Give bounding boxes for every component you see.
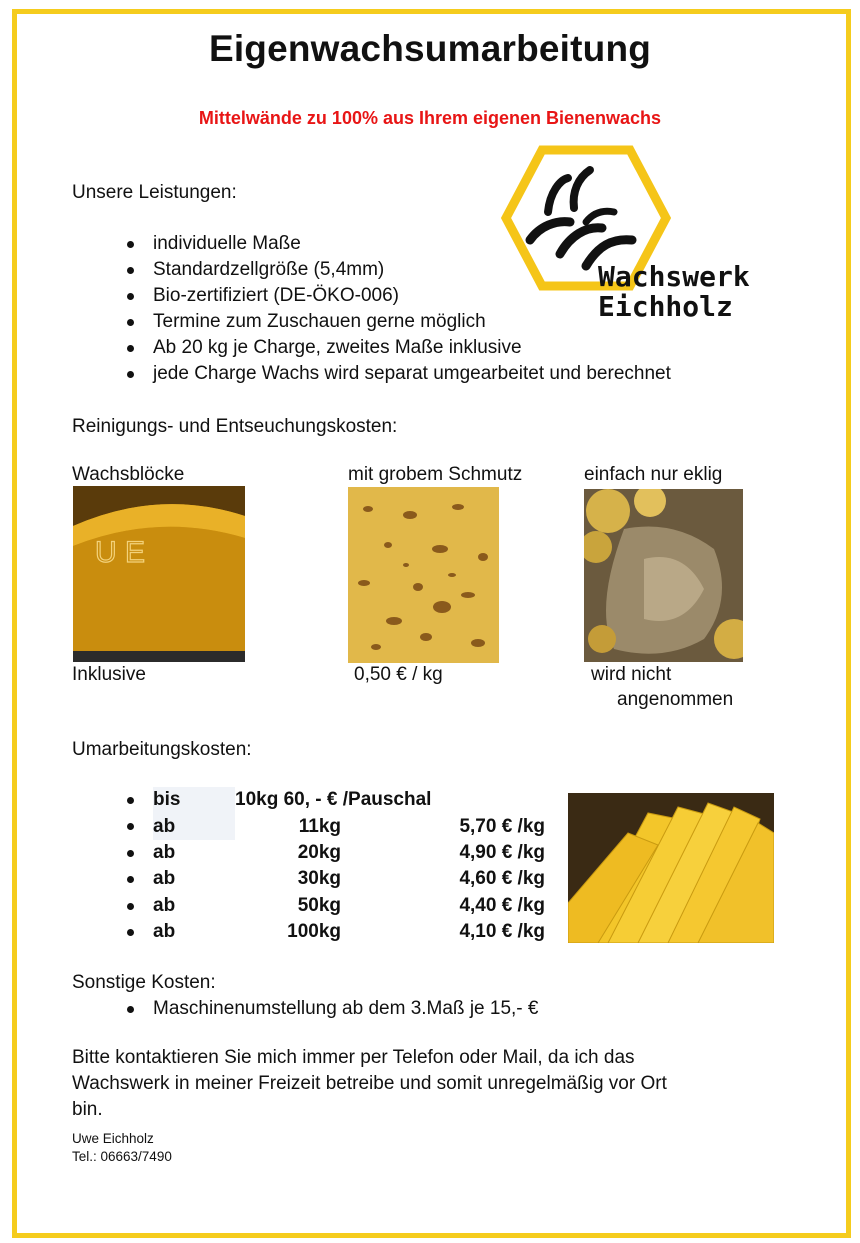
price-prefix: ab xyxy=(153,921,176,943)
processing-heading: Umarbeitungskosten: xyxy=(72,739,252,760)
table-row xyxy=(125,893,545,919)
cleaning-price-blocks: Inklusive xyxy=(72,664,146,685)
bullet-icon xyxy=(127,929,134,936)
list-item: individuelle Maße xyxy=(125,231,671,257)
price-amount: 50kg xyxy=(297,894,341,916)
price-value: 4,10 € /kg xyxy=(459,921,545,943)
cleaning-label-dirty: mit grobem Schmutz xyxy=(348,464,523,485)
bullet-cell xyxy=(125,866,153,892)
table-row xyxy=(125,787,545,813)
bullet-icon xyxy=(127,850,134,857)
other-heading: Sonstige Kosten: xyxy=(72,972,216,993)
page-title: Eigenwachsumarbeitung xyxy=(208,28,652,69)
price-amount: 20kg xyxy=(297,841,341,863)
price-amount: 10kg xyxy=(235,789,279,811)
foundation-sheets-photo xyxy=(568,793,774,943)
price-value: 4,40 € /kg xyxy=(459,894,545,916)
bullet-cell xyxy=(125,840,153,866)
list-item: Maschinenumstellung ab dem 3.Maß je 15,- € xyxy=(125,996,538,1022)
price-amount: 100kg xyxy=(287,921,341,943)
footer-phone: Tel.: 06663/7490 xyxy=(72,1149,172,1164)
list-item: Standardzellgröße (5,4mm) xyxy=(125,257,671,283)
price-value: 4,60 € /kg xyxy=(459,868,545,890)
bullet-cell xyxy=(125,919,153,945)
price-amount-and-value xyxy=(235,787,545,813)
bullet-icon xyxy=(127,903,134,910)
list-item: Ab 20 kg je Charge, zweites Maße inklusive xyxy=(125,335,671,361)
logo-text-line2: Eichholz xyxy=(598,290,733,323)
bullet-cell xyxy=(125,813,153,839)
wax-block-photo xyxy=(73,486,245,662)
list-item: Bio-zertifiziert (DE-ÖKO-006) xyxy=(125,283,671,309)
price-prefix: ab xyxy=(153,868,176,890)
bullet-icon xyxy=(127,797,134,804)
page-subtitle: Mittelwände zu 100% aus Ihrem eigenen Bienenwachs xyxy=(198,108,662,128)
bullet-icon xyxy=(127,823,134,830)
svg-text:U E: U E xyxy=(95,536,146,569)
logo-text-line1: Wachswerk xyxy=(598,260,750,293)
contact-line-3: bin. xyxy=(72,1099,103,1120)
cleaning-label-blocks: Wachsblöcke xyxy=(72,464,185,485)
price-amount: 30kg xyxy=(297,868,341,890)
table-row xyxy=(125,866,545,892)
cleaning-price-gross-line2: angenommen xyxy=(617,689,734,710)
dirty-wax-photo xyxy=(348,487,499,663)
bullet-icon xyxy=(127,876,134,883)
table-row xyxy=(125,813,545,839)
cleaning-label-gross: einfach nur eklig xyxy=(584,464,723,485)
table-row xyxy=(125,840,545,866)
bullet-cell xyxy=(125,893,153,919)
price-value: 5,70 € /kg xyxy=(459,815,545,837)
price-prefix: ab xyxy=(153,894,176,916)
cleaning-price-dirty: 0,50 € / kg xyxy=(354,664,443,685)
bullet-cell xyxy=(125,787,153,813)
price-prefix: ab xyxy=(153,813,235,839)
services-list xyxy=(125,231,671,387)
footer-name: Uwe Eichholz xyxy=(72,1131,154,1146)
list-item: jede Charge Wachs wird separat umgearbeitet und berechnet xyxy=(125,361,671,387)
cleaning-heading: Reinigungs- und Entseuchungskosten: xyxy=(72,416,398,437)
cleaning-price-gross-line1: wird nicht xyxy=(591,664,672,685)
contact-line-2: Wachswerk in meiner Freizeit betreibe und somit unregelmäßig vor Ort xyxy=(72,1073,667,1094)
table-row xyxy=(125,919,545,945)
list-item: Termine zum Zuschauen gerne möglich xyxy=(125,309,671,335)
other-list xyxy=(125,996,538,1022)
price-value: 60, - € /Pauschal xyxy=(283,789,432,811)
price-amount: 11kg xyxy=(298,815,341,837)
services-heading: Unsere Leistungen: xyxy=(72,182,237,203)
contact-line-1: Bitte kontaktieren Sie mich immer per Telefon oder Mail, da ich das xyxy=(72,1047,635,1068)
price-prefix: bis xyxy=(153,787,235,813)
gross-wax-photo xyxy=(584,489,743,662)
price-value: 4,90 € /kg xyxy=(459,841,545,863)
price-table xyxy=(125,787,545,945)
price-prefix: ab xyxy=(153,841,176,863)
